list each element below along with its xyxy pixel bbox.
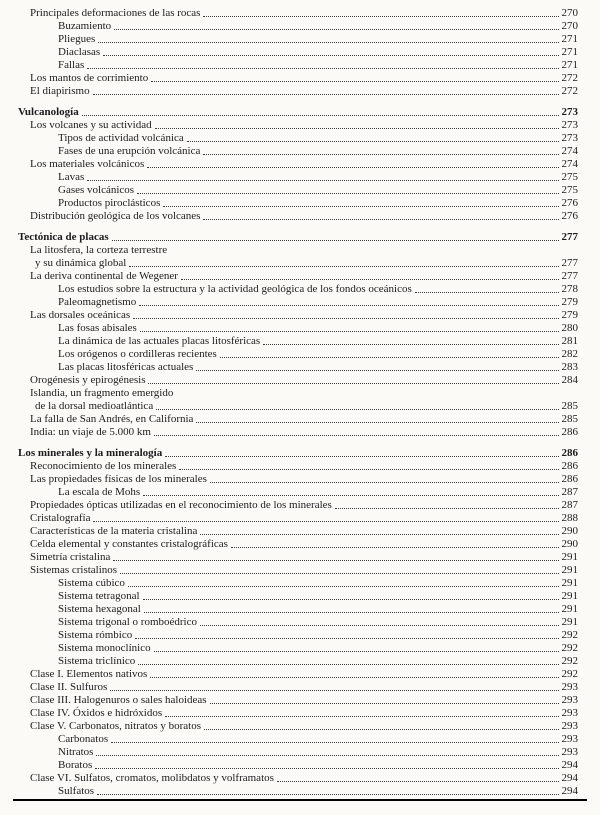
- toc-entry: [18, 33, 578, 46]
- dot-leader: [220, 357, 559, 358]
- toc-entry: [18, 257, 578, 270]
- toc-entry-page-number: 275: [561, 184, 578, 196]
- dot-leader: [335, 508, 559, 509]
- dot-leader: [210, 482, 559, 483]
- dot-leader: [140, 331, 559, 332]
- toc-entry-label: Simetría cristalina: [30, 551, 111, 563]
- dot-leader: [128, 586, 559, 587]
- dot-leader: [120, 573, 558, 574]
- toc-entry-label: La escala de Mohs: [58, 486, 141, 498]
- dot-leader: [210, 703, 559, 704]
- dot-leader: [154, 651, 559, 652]
- toc-entry-page-number: 293: [561, 720, 578, 732]
- toc-entry: [18, 348, 578, 361]
- toc-entry-page-number: 281: [561, 335, 578, 347]
- dot-leader: [96, 755, 558, 756]
- toc-entry-page-number: 284: [561, 374, 578, 386]
- toc-entry: [18, 335, 578, 348]
- toc-entry-page-number: 277: [561, 231, 578, 243]
- toc-entry: [18, 85, 578, 98]
- dot-leader: [129, 266, 558, 267]
- toc-entry-page-number: 293: [561, 694, 578, 706]
- toc-entry-label: Paleomagnetismo: [58, 296, 137, 308]
- toc-entry-label: Tectónica de placas: [18, 231, 109, 243]
- dot-leader: [196, 370, 558, 371]
- toc-entry-label: Sistema tetragonal: [58, 590, 140, 602]
- dot-leader: [111, 742, 558, 743]
- toc-entry-label: Sistema triclínico: [58, 655, 136, 667]
- toc-entry-label: Clase I. Elementos nativos: [30, 668, 148, 680]
- toc-entry: [18, 551, 578, 564]
- toc-entry: [18, 785, 578, 798]
- toc-entry-page-number: 279: [561, 309, 578, 321]
- toc-entry: [18, 270, 578, 283]
- dot-leader: [93, 94, 559, 95]
- toc-entry: [18, 72, 578, 85]
- toc-entry-page-number: 276: [561, 210, 578, 222]
- toc-entry: [18, 564, 578, 577]
- toc-entry-label: Propiedades ópticas utilizadas en el reconocimiento de los minerales: [30, 499, 332, 511]
- toc-entry-page-number: 285: [561, 400, 578, 412]
- toc-entry-page-number: 292: [561, 655, 578, 667]
- dot-leader: [93, 521, 558, 522]
- toc-entry-page-number: 292: [561, 629, 578, 641]
- toc-entry-label: Cristalografía: [30, 512, 91, 524]
- toc-entry: [18, 119, 578, 132]
- toc-entry-page-number: 270: [561, 7, 578, 19]
- dot-leader: [98, 42, 558, 43]
- toc-entry: [18, 296, 578, 309]
- toc-entry: [18, 283, 578, 296]
- toc-entry-page-number: 293: [561, 733, 578, 745]
- toc-entry-page-number: 280: [561, 322, 578, 334]
- toc-entry-label: y su dinámica global: [35, 257, 127, 269]
- toc-entry-label: Las fosas abisales: [58, 322, 137, 334]
- toc-entry-label: Tipos de actividad volcánica: [58, 132, 184, 144]
- toc-entry: [18, 499, 578, 512]
- toc-entry-label: Los orógenos o cordilleras recientes: [58, 348, 217, 360]
- toc-entry-page-number: 288: [561, 512, 578, 524]
- toc-entry: [18, 20, 578, 33]
- dot-leader: [113, 560, 558, 561]
- page-bottom-rule: [13, 799, 587, 801]
- toc-entry-label: Sistema monoclínico: [58, 642, 151, 654]
- dot-leader: [112, 240, 559, 241]
- dot-leader: [97, 794, 558, 795]
- toc-entry-page-number: 271: [561, 33, 578, 45]
- dot-leader: [203, 154, 558, 155]
- toc-entry-label: La dinámica de las actuales placas litosféricas: [58, 335, 261, 347]
- toc-section: [18, 447, 578, 798]
- toc-entry-label: Fases de una erupción volcánica: [58, 145, 201, 157]
- dot-leader: [181, 279, 559, 280]
- toc-entry-page-number: 271: [561, 59, 578, 71]
- toc-entry-label: Vulcanología: [18, 106, 79, 118]
- toc-entry-label: Clase IV. Óxidos e hidróxidos: [30, 707, 163, 719]
- toc-entry: [18, 577, 578, 590]
- toc-entry: [18, 400, 578, 413]
- toc-entry-label: Los volcanes y su actividad: [30, 119, 152, 131]
- toc-entry: [18, 361, 578, 374]
- toc-entry-page-number: 292: [561, 668, 578, 680]
- toc-entry-page-number: 286: [561, 460, 578, 472]
- toc-entry-page-number: 293: [561, 707, 578, 719]
- toc-entry-label: Clase VI. Sulfatos, cromatos, molibdatos y volframatos: [30, 772, 274, 784]
- toc-entry-label: Clase III. Halogenuros o sales haloideas: [30, 694, 207, 706]
- dot-leader: [114, 29, 558, 30]
- toc-entry-label: Las dorsales oceánicas: [30, 309, 131, 321]
- toc-entry-label: Características de la materia cristalina: [30, 525, 198, 537]
- toc-entry-label: Pliegues: [58, 33, 96, 45]
- toc-entry: [18, 512, 578, 525]
- toc-entry-label: Sistema hexagonal: [58, 603, 141, 615]
- dot-leader: [204, 729, 559, 730]
- toc-entry: [18, 184, 578, 197]
- dot-leader: [203, 219, 558, 220]
- dot-leader: [95, 768, 558, 769]
- toc-section: [18, 7, 578, 98]
- toc-entry: [18, 616, 578, 629]
- dot-leader: [155, 128, 559, 129]
- toc-entry: [18, 426, 578, 439]
- dot-leader: [87, 180, 558, 181]
- dot-leader: [103, 55, 558, 56]
- dot-leader: [200, 534, 558, 535]
- toc-entry: [18, 486, 578, 499]
- toc-entry: [18, 244, 578, 257]
- toc-entry: [18, 746, 578, 759]
- toc-entry: [18, 413, 578, 426]
- toc-entry: [18, 642, 578, 655]
- toc-section-heading: [18, 447, 578, 460]
- dot-leader: [143, 495, 558, 496]
- toc-entry-page-number: 273: [561, 132, 578, 144]
- dot-leader: [110, 690, 558, 691]
- toc-entry-label: Clase V. Carbonatos, nitratos y boratos: [30, 720, 201, 732]
- toc-entry-page-number: 276: [561, 197, 578, 209]
- toc-entry-label: de la dorsal medioatlántica: [35, 400, 154, 412]
- dot-leader: [415, 292, 559, 293]
- toc-entry-label: La litosfera, la corteza terrestre: [30, 244, 168, 256]
- dot-leader: [196, 422, 558, 423]
- toc-entry-page-number: 271: [561, 46, 578, 58]
- toc-entry-page-number: 285: [561, 413, 578, 425]
- dot-leader: [87, 68, 558, 69]
- toc-entry: [18, 46, 578, 59]
- toc-entry-page-number: 290: [561, 538, 578, 550]
- toc-entry-page-number: 273: [561, 106, 578, 118]
- toc-entry: [18, 171, 578, 184]
- toc-entry-page-number: 291: [561, 564, 578, 576]
- dot-leader: [163, 206, 558, 207]
- toc-entry: [18, 772, 578, 785]
- toc-entry-page-number: 287: [561, 499, 578, 511]
- dot-leader: [150, 677, 558, 678]
- toc-entry: [18, 132, 578, 145]
- toc-entry-label: Los mantos de corrimiento: [30, 72, 149, 84]
- toc-entry: [18, 681, 578, 694]
- toc-entry-label: Nitratos: [58, 746, 94, 758]
- dot-leader: [139, 305, 558, 306]
- toc-entry: [18, 374, 578, 387]
- toc-entry-label: Sistema trigonal o romboédrico: [58, 616, 197, 628]
- dot-leader: [203, 16, 558, 17]
- toc-entry-label: Boratos: [58, 759, 93, 771]
- toc-entry-label: Los minerales y la mineralogía: [18, 447, 163, 459]
- dot-leader: [143, 599, 559, 600]
- toc-entry: [18, 629, 578, 642]
- toc-entry-label: Orogénesis y epirogénesis: [30, 374, 146, 386]
- toc-entry-page-number: 282: [561, 348, 578, 360]
- toc-section: [18, 106, 578, 223]
- toc-entry: [18, 197, 578, 210]
- toc-entry-page-number: 277: [561, 270, 578, 282]
- toc-entry-page-number: 273: [561, 119, 578, 131]
- toc-entry-label: India: un viaje de 5.000 km: [30, 426, 151, 438]
- toc-entry: [18, 322, 578, 335]
- dot-leader: [231, 547, 559, 548]
- toc-entry: [18, 707, 578, 720]
- toc-entry-page-number: 274: [561, 145, 578, 157]
- toc-entry-page-number: 291: [561, 603, 578, 615]
- dot-leader: [165, 716, 558, 717]
- dot-leader: [187, 141, 559, 142]
- toc-entry-label: Sistema cúbico: [58, 577, 125, 589]
- toc-entry-label: Sistema rómbico: [58, 629, 133, 641]
- toc-entry-label: Sulfatos: [58, 785, 95, 797]
- dot-leader: [277, 781, 559, 782]
- toc-entry-page-number: 293: [561, 746, 578, 758]
- toc-entry-label: Las propiedades físicas de los minerales: [30, 473, 207, 485]
- toc-section-heading: [18, 231, 578, 244]
- toc-entry-page-number: 291: [561, 577, 578, 589]
- toc-entry-label: Carbonatos: [58, 733, 109, 745]
- toc-entry-label: Clase II. Sulfuros: [30, 681, 108, 693]
- toc-entry-page-number: 293: [561, 681, 578, 693]
- toc-entry-label: Los materiales volcánicos: [30, 158, 145, 170]
- dot-leader: [200, 625, 559, 626]
- dot-leader: [138, 664, 558, 665]
- toc-entry-label: Los estudios sobre la estructura y la actividad geológica de los fondos oceánicos: [58, 283, 412, 295]
- dot-leader: [135, 638, 558, 639]
- toc-entry: [18, 720, 578, 733]
- dot-leader: [154, 435, 559, 436]
- toc-entry-label: La falla de San Andrés, en California: [30, 413, 194, 425]
- toc-entry: [18, 7, 578, 20]
- toc-entry: [18, 694, 578, 707]
- toc-entry-page-number: 270: [561, 20, 578, 32]
- toc-entry: [18, 473, 578, 486]
- toc-entry-label: La deriva continental de Wegener: [30, 270, 178, 282]
- toc-entry-page-number: 291: [561, 616, 578, 628]
- dot-leader: [156, 409, 558, 410]
- toc-entry-page-number: 294: [561, 785, 578, 797]
- toc-entry-label: Fallas: [58, 59, 85, 71]
- toc-entry-label: Islandia, un fragmento emergido: [30, 387, 174, 399]
- toc-entry: [18, 525, 578, 538]
- toc-entry-label: Distribución geológica de los volcanes: [30, 210, 201, 222]
- toc-entry-label: Celda elemental y constantes cristalográficas: [30, 538, 228, 550]
- toc-entry-page-number: 292: [561, 642, 578, 654]
- toc-entry-label: Principales deformaciones de las rocas: [30, 7, 201, 19]
- toc-entry-page-number: 294: [561, 772, 578, 784]
- dot-leader: [82, 115, 559, 116]
- toc-section-heading: [18, 106, 578, 119]
- toc-entry-page-number: 279: [561, 296, 578, 308]
- toc-entry: [18, 655, 578, 668]
- dot-leader: [263, 344, 558, 345]
- toc-entry: [18, 733, 578, 746]
- toc-entry-page-number: 277: [561, 257, 578, 269]
- toc-entry-page-number: 283: [561, 361, 578, 373]
- dot-leader: [151, 81, 558, 82]
- toc-entry-label: Lavas: [58, 171, 85, 183]
- dot-leader: [137, 193, 558, 194]
- dot-leader: [148, 383, 558, 384]
- toc-entry: [18, 668, 578, 681]
- toc-entry-label: Sistemas cristalinos: [30, 564, 118, 576]
- toc-entry: [18, 387, 578, 400]
- toc-entry-label: Diaclasas: [58, 46, 101, 58]
- toc-entry-label: Las placas litosféricas actuales: [58, 361, 194, 373]
- dot-leader: [165, 456, 558, 457]
- toc-entry-page-number: 286: [561, 473, 578, 485]
- toc-entry-label: Buzamiento: [58, 20, 112, 32]
- toc-entry-label: Reconocimiento de los minerales: [30, 460, 177, 472]
- toc-entry-page-number: 286: [561, 426, 578, 438]
- toc-entry-page-number: 272: [561, 85, 578, 97]
- toc-entry-page-number: 286: [561, 447, 578, 459]
- dot-leader: [179, 469, 558, 470]
- toc-entry: [18, 759, 578, 772]
- toc-entry: [18, 145, 578, 158]
- toc-entry: [18, 590, 578, 603]
- toc-entry-label: Productos piroclásticos: [58, 197, 161, 209]
- dot-leader: [133, 318, 558, 319]
- toc-section: [18, 231, 578, 439]
- dot-leader: [144, 612, 559, 613]
- toc-entry: [18, 309, 578, 322]
- toc-entry-page-number: 290: [561, 525, 578, 537]
- toc-entry: [18, 158, 578, 171]
- toc-entry-label: El diapirismo: [30, 85, 90, 97]
- toc-entry-page-number: 291: [561, 590, 578, 602]
- toc-entry: [18, 210, 578, 223]
- toc-entry-page-number: 272: [561, 72, 578, 84]
- toc-entry: [18, 603, 578, 616]
- toc-entry-page-number: 278: [561, 283, 578, 295]
- toc-entry-page-number: 294: [561, 759, 578, 771]
- toc-entry: [18, 59, 578, 72]
- toc-entry-label: Gases volcánicos: [58, 184, 135, 196]
- toc-entry: [18, 538, 578, 551]
- toc-entry-page-number: 274: [561, 158, 578, 170]
- toc-entry-page-number: 291: [561, 551, 578, 563]
- dot-leader: [147, 167, 558, 168]
- toc-entry: [18, 460, 578, 473]
- toc-entry-page-number: 275: [561, 171, 578, 183]
- toc-entry-page-number: 287: [561, 486, 578, 498]
